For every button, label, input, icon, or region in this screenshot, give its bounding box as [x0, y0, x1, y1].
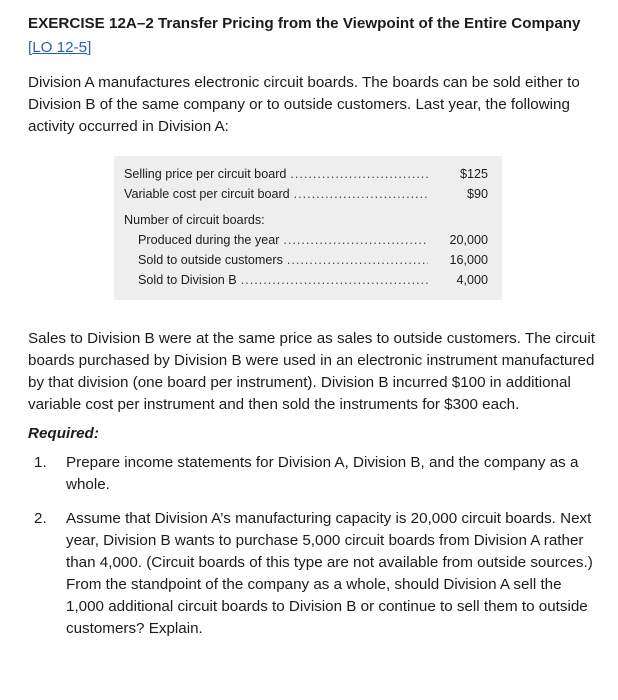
division-b-value: 4,000: [456, 273, 488, 287]
variable-cost-label: Variable cost per circuit board: [124, 187, 290, 201]
lo-bracket-open: [: [28, 39, 33, 56]
intro-paragraph: Division A manufactures electronic circuit boards. The boards can be sold either to Division B of the same company or to outside customers. Last year, the following activity occurred in Division A:: [28, 74, 580, 135]
produced-label: Produced during the year: [138, 233, 280, 247]
requirement-number: 2.: [34, 510, 47, 527]
exercise-page: [28, 12, 598, 652]
table-row-produced: [114, 230, 502, 250]
outside-customers-value: 16,000: [449, 253, 488, 267]
requirements-list: [28, 452, 598, 640]
requirement-text: Prepare income statements for Division A, Division B, and the company as a whole.: [66, 454, 579, 493]
lo-bracket-close: ]: [87, 39, 92, 56]
leader-dots: [290, 164, 428, 184]
division-b-label: Sold to Division B: [138, 273, 237, 287]
table-row-division-b: [114, 270, 502, 290]
leader-dots: [283, 230, 428, 250]
selling-price-value: $125: [459, 167, 488, 181]
leader-dots: [287, 250, 428, 270]
table-row-outside: [114, 250, 502, 270]
required-heading: Required:: [28, 425, 99, 442]
selling-price-label: Selling price per circuit board: [124, 167, 287, 181]
table-row-selling-price: [114, 164, 502, 184]
table-row-variable-cost: [114, 184, 502, 204]
division-a-data-table: [114, 156, 502, 300]
sales-paragraph: Sales to Division B were at the same price as sales to outside customers. The circuit boards purchased by Division B were used in an electronic instrument manufactured by that division (one board per instrument). Division B incurred $100 in additional variable cost per instrument and then sold the instruments for $300 each.: [28, 330, 595, 413]
requirement-text: Assume that Division A’s manufacturing capacity is 20,000 circuit boards. Next year, Division B wants to purchase 5,000 circuit boards from Division A rather than 4,000. (Circuit boards of this type are not available from outside sources.) From the standpoint of the company as a whole, should Division A sell the 1,000 additional circuit boards to Division B or continue to sell them to outside customers? Explain.: [66, 510, 593, 637]
requirement-number: 1.: [34, 454, 47, 471]
list-item: [28, 452, 598, 496]
exercise-title: [28, 12, 598, 60]
produced-value: 20,000: [449, 233, 488, 247]
leader-dots: [241, 270, 428, 290]
exercise-title-text: EXERCISE 12A–2 Transfer Pricing from the Viewpoint of the Entire Company: [28, 15, 581, 32]
table-row-number-header: [114, 210, 502, 230]
outside-customers-label: Sold to outside customers: [138, 253, 283, 267]
variable-cost-value: $90: [466, 187, 488, 201]
number-of-boards-header: Number of circuit boards:: [124, 213, 265, 227]
list-item: [28, 508, 598, 640]
learning-objective-link[interactable]: LO 12-5: [32, 39, 88, 56]
leader-dots: [294, 184, 428, 204]
